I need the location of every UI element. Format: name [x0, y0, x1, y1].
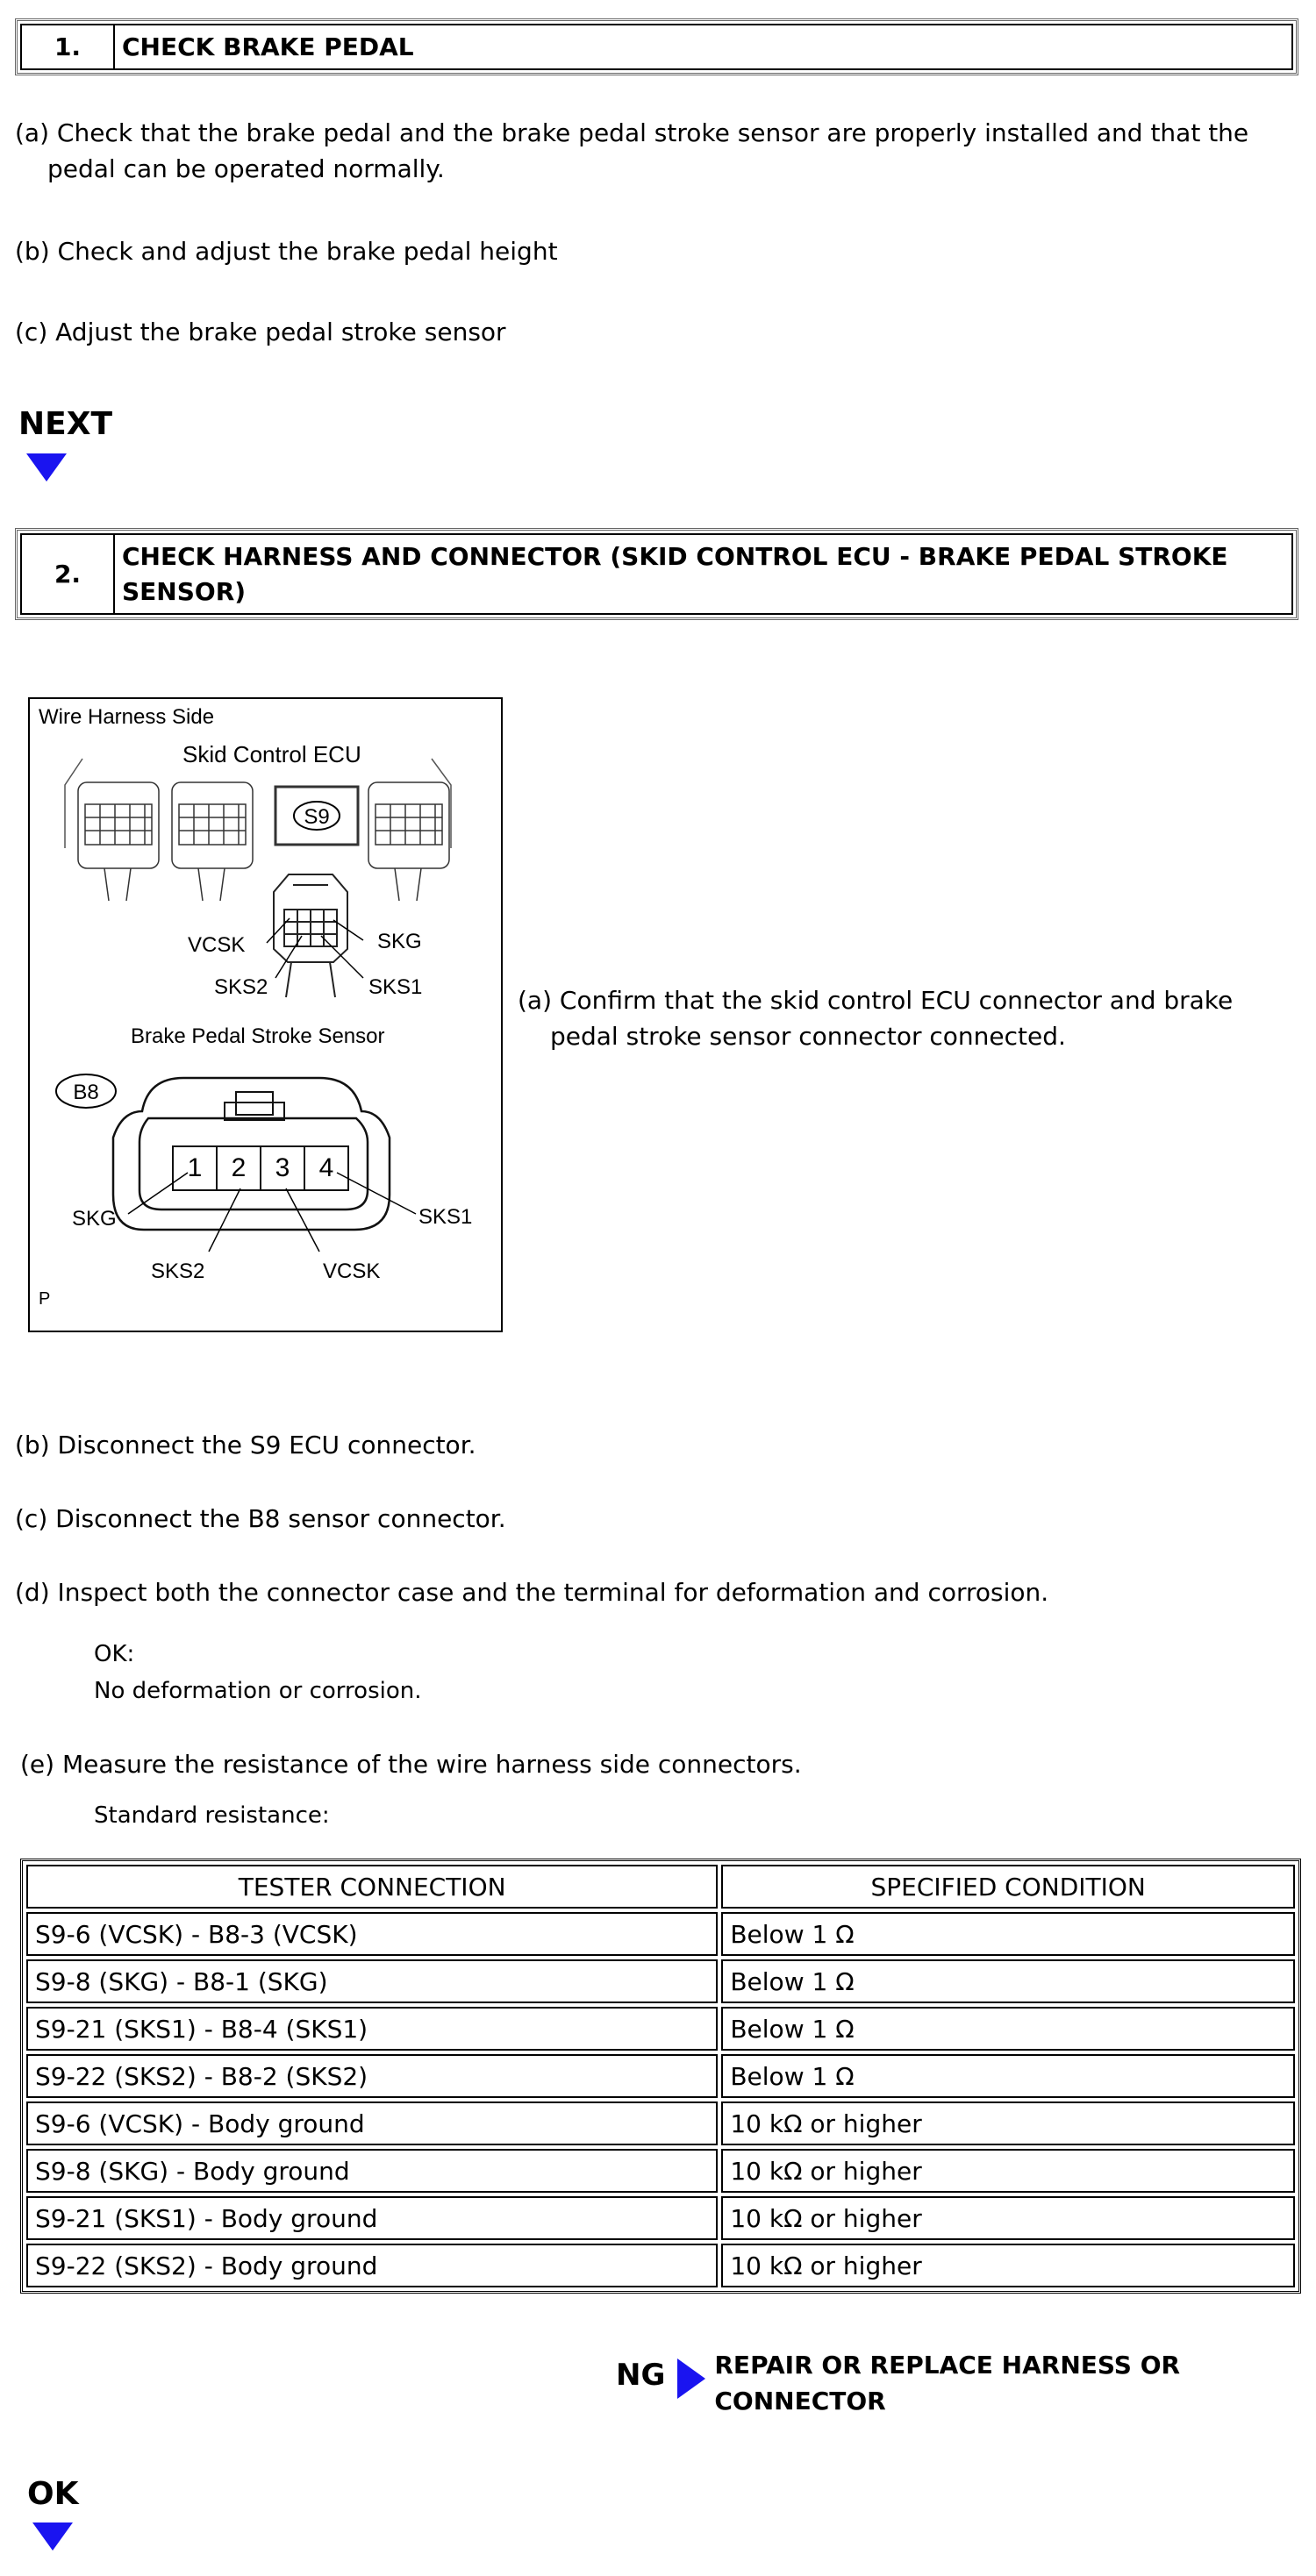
- sensor-pin-number-4: 4: [318, 1153, 334, 1182]
- sensor-pin-vcsk: VCSK: [323, 1259, 381, 1283]
- sensor-pin-skg: SKG: [72, 1207, 117, 1231]
- header-specified-condition: SPECIFIED CONDITION: [721, 1865, 1295, 1909]
- ok-criteria-label: OK:: [94, 1641, 135, 1667]
- cell-connection: S9-8 (SKG) - Body ground: [26, 2149, 718, 2193]
- ng-result[interactable]: [616, 2347, 1205, 2419]
- step-1-item-b: (b) Check and adjust the brake pedal height: [15, 237, 558, 266]
- cell-connection: S9-22 (SKS2) - B8-2 (SKS2): [26, 2054, 718, 2098]
- ng-label: NG: [616, 2358, 666, 2393]
- ecu-pin-sks1: SKS1: [368, 975, 423, 999]
- next-label: NEXT: [18, 406, 113, 442]
- step-title: CHECK HARNESS AND CONNECTOR (SKID CONTROL ECU - BRAKE PEDAL STROKE SENSOR): [122, 541, 1228, 606]
- table-row: [26, 2101, 1295, 2145]
- sensor-pin-number-2: 2: [231, 1153, 247, 1182]
- cell-condition: Below 1 Ω: [721, 2054, 1295, 2098]
- sensor-label: Brake Pedal Stroke Sensor: [131, 1024, 385, 1048]
- ecu-label: Skid Control ECU: [182, 741, 361, 767]
- ecu-pin-skg: SKG: [377, 930, 422, 953]
- resistance-table: [20, 1859, 1301, 2294]
- table-row: [26, 2244, 1295, 2287]
- ok-next-label: OK: [27, 2476, 79, 2512]
- table-header-row: [26, 1865, 1295, 1909]
- cell-condition: Below 1 Ω: [721, 2007, 1295, 2051]
- step-number: 2.: [22, 535, 115, 613]
- sensor-connector-label: B8: [73, 1081, 99, 1104]
- table-row: [26, 1959, 1295, 2003]
- cell-condition: 10 kΩ or higher: [721, 2196, 1295, 2240]
- step-2-item-d: (d) Inspect both the connector case and the terminal for deformation and corrosion.: [15, 1578, 1049, 1607]
- cell-condition: Below 1 Ω: [721, 1959, 1295, 2003]
- step-number: 1.: [22, 25, 115, 68]
- table-row: [26, 2149, 1295, 2193]
- step-2-item-c: (c) Disconnect the B8 sensor connector.: [15, 1504, 506, 1533]
- down-arrow-icon: [26, 453, 67, 482]
- figure-caption: Wire Harness Side: [39, 705, 215, 729]
- figure-corner-mark: P: [39, 1289, 51, 1309]
- sensor-pin-sks1: SKS1: [418, 1205, 473, 1229]
- table-row: [26, 2054, 1295, 2098]
- step-2-item-e: (e) Measure the resistance of the wire harness side connectors.: [20, 1750, 802, 1779]
- cell-connection: S9-21 (SKS1) - B8-4 (SKS1): [26, 2007, 718, 2051]
- right-arrow-icon: [677, 2358, 705, 2399]
- table-row: [26, 2007, 1295, 2051]
- table-row: [26, 1912, 1295, 1956]
- ecu-connector-label: S9: [304, 805, 330, 829]
- cell-connection: S9-21 (SKS1) - Body ground: [26, 2196, 718, 2240]
- sensor-pin-number-3: 3: [275, 1153, 290, 1182]
- cell-connection: S9-6 (VCSK) - B8-3 (VCSK): [26, 1912, 718, 1956]
- cell-condition: Below 1 Ω: [721, 1912, 1295, 1956]
- sensor-pin-sks2: SKS2: [151, 1259, 205, 1283]
- ecu-pin-sks2: SKS2: [214, 975, 268, 999]
- header-tester-connection: TESTER CONNECTION: [26, 1865, 718, 1909]
- step-2-item-a: (a) Confirm that the skid control ECU connector and brake pedal stroke sensor connector connected.: [518, 986, 1234, 1051]
- down-arrow-icon: [32, 2522, 73, 2551]
- cell-connection: S9-8 (SKG) - B8-1 (SKG): [26, 1959, 718, 2003]
- connector-diagram: [28, 697, 503, 1332]
- step-1-header: [15, 18, 1298, 75]
- step-title: CHECK BRAKE PEDAL: [122, 32, 414, 61]
- ng-action-text: REPAIR OR REPLACE HARNESS OR CONNECTOR: [714, 2351, 1181, 2415]
- step-1-item-a: (a) Check that the brake pedal and the brake pedal stroke sensor are properly installed and that the pedal can be operated normally.: [15, 118, 1249, 183]
- step-1-item-c: (c) Adjust the brake pedal stroke sensor: [15, 318, 506, 346]
- step-2-header: [15, 528, 1298, 620]
- cell-condition: 10 kΩ or higher: [721, 2101, 1295, 2145]
- sensor-pin-number-1: 1: [187, 1153, 203, 1182]
- cell-connection: S9-22 (SKS2) - Body ground: [26, 2244, 718, 2287]
- ok-criteria-text: No deformation or corrosion.: [94, 1678, 422, 1704]
- step-2-item-b: (b) Disconnect the S9 ECU connector.: [15, 1431, 476, 1459]
- cell-condition: 10 kΩ or higher: [721, 2149, 1295, 2193]
- ecu-pin-vcsk: VCSK: [188, 933, 246, 957]
- cell-condition: 10 kΩ or higher: [721, 2244, 1295, 2287]
- table-row: [26, 2196, 1295, 2240]
- standard-resistance-label: Standard resistance:: [94, 1802, 330, 1829]
- cell-connection: S9-6 (VCSK) - Body ground: [26, 2101, 718, 2145]
